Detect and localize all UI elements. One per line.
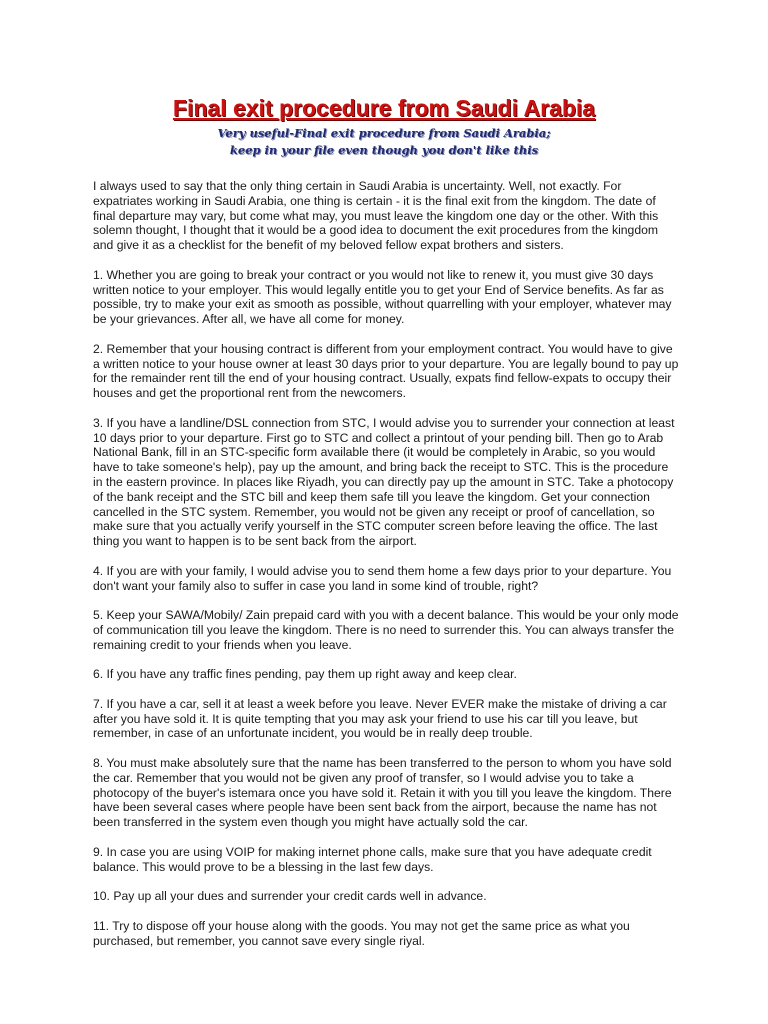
document-title: Final exit procedure from Saudi Arabia <box>172 95 596 121</box>
paragraph-item-7: 7. If you have a car, sell it at least a week before you leave. Never EVER make the mistake of driving a car after you have sold it. It is quite tempting that you may ask your friend to use his car till you leave, but remember, in case of an unfortunate incident, you would be in really deep trouble. <box>93 696 667 741</box>
document-subtitle-line-2: keep in your file even though you don't like this <box>229 143 539 157</box>
paragraph-item-1: 1. Whether you are going to break your contract or you would not like to renew it, you must give 30 days written notice to your employer. This would legally entitle you to get your End of Service benefits. As far as possible, try to make your exit as smooth as possible, without quarrelling with your employer, whatever may be your grievances. After all, we have all come for money. <box>93 267 672 327</box>
paragraph-item-9: 9. In case you are using VOIP for making internet phone calls, make sure that you have adequate credit balance. This would prove to be a blessing in the last few days. <box>93 844 652 874</box>
paragraph-item-5: 5. Keep your SAWA/Mobily/ Zain prepaid card with you with a decent balance. This would be your only mode of communication till you leave the kingdom. There is no need to surrender this. You can always transfer the remaining credit to your friends when you leave. <box>93 608 679 652</box>
paragraph-item-8: 8. You must make absolutely sure that the name has been transferred to the person to whom you have sold the car. Remember that you would not be given any proof of transfer, so I would advise you to take a photocopy of the buyer's istemara once you have sold it. Retain it with you till you leave the kingdom. There have been several cases where people have been sent back from the airport, because the name has not been transferred in the system even though you might have actually sold the car. <box>93 756 672 830</box>
paragraph-item-6: 6. If you have any traffic fines pending, pay them up right away and keep clear. <box>93 667 517 682</box>
document-subtitle-line-1: Very useful-Final exit procedure from Saudi Arabia; <box>217 126 551 140</box>
paragraph-item-3: 3. If you have a landline/DSL connection from STC, I would advise you to surrender your connection at least 10 days prior to your departure. First go to STC and collect a printout of your pending bill. Then go to Arab National Bank, fill in an STC-specific form available there (it would be completely in Arabic, so you would have to take someone's help), pay up the amount, and bring back the receipt to STC. This is the procedure in the eastern province. In places like Riyadh, you can directly pay up the amount in STC. Take a photocopy of the bank receipt and the STC bill and keep them safe till you leave the kingdom. Get your connection cancelled in the STC system. Remember, you would not be given any receipt or proof of cancellation, so make sure that you actually verify yourself in the STC computer screen before leaving the office. The last thing you want to happen is to be sent back from the airport. <box>93 415 675 549</box>
paragraph-item-2: 2. Remember that your housing contract is different from your employment contract. You would have to give a written notice to your house owner at least 30 days prior to your departure. You are legally bound to pay up for the remainder rent till the end of your housing contract. Usually, expats find fellow-expats to occupy their houses and get the proportional rent from the newcomers. <box>93 341 679 401</box>
paragraph-intro: I always used to say that the only thing certain in Saudi Arabia is uncertainty. Well, not exactly. For expatriates working in Saudi Arabia, one thing is certain - it is the final exit from the kingdom. The date of final departure may vary, but come what may, you must leave the kingdom one day or the other. With this solemn thought, I thought that it would be a good idea to document the exit procedures from the kingdom and give it as a checklist for the benefit of my beloved fellow expat brothers and sisters. <box>93 179 659 253</box>
paragraph-item-10: 10. Pay up all your dues and surrender your credit cards well in advance. <box>93 889 487 904</box>
document-body <box>93 179 681 963</box>
paragraph-item-4: 4. If you are with your family, I would advise you to send them home a few days prior to your departure. You don't want your family also to suffer in case you land in some kind of trouble, right? <box>93 563 672 593</box>
paragraph-item-11: 11. Try to dispose off your house along with the goods. You may not get the same price as what you purchased, but remember, you cannot save every single riyal. <box>93 918 630 948</box>
